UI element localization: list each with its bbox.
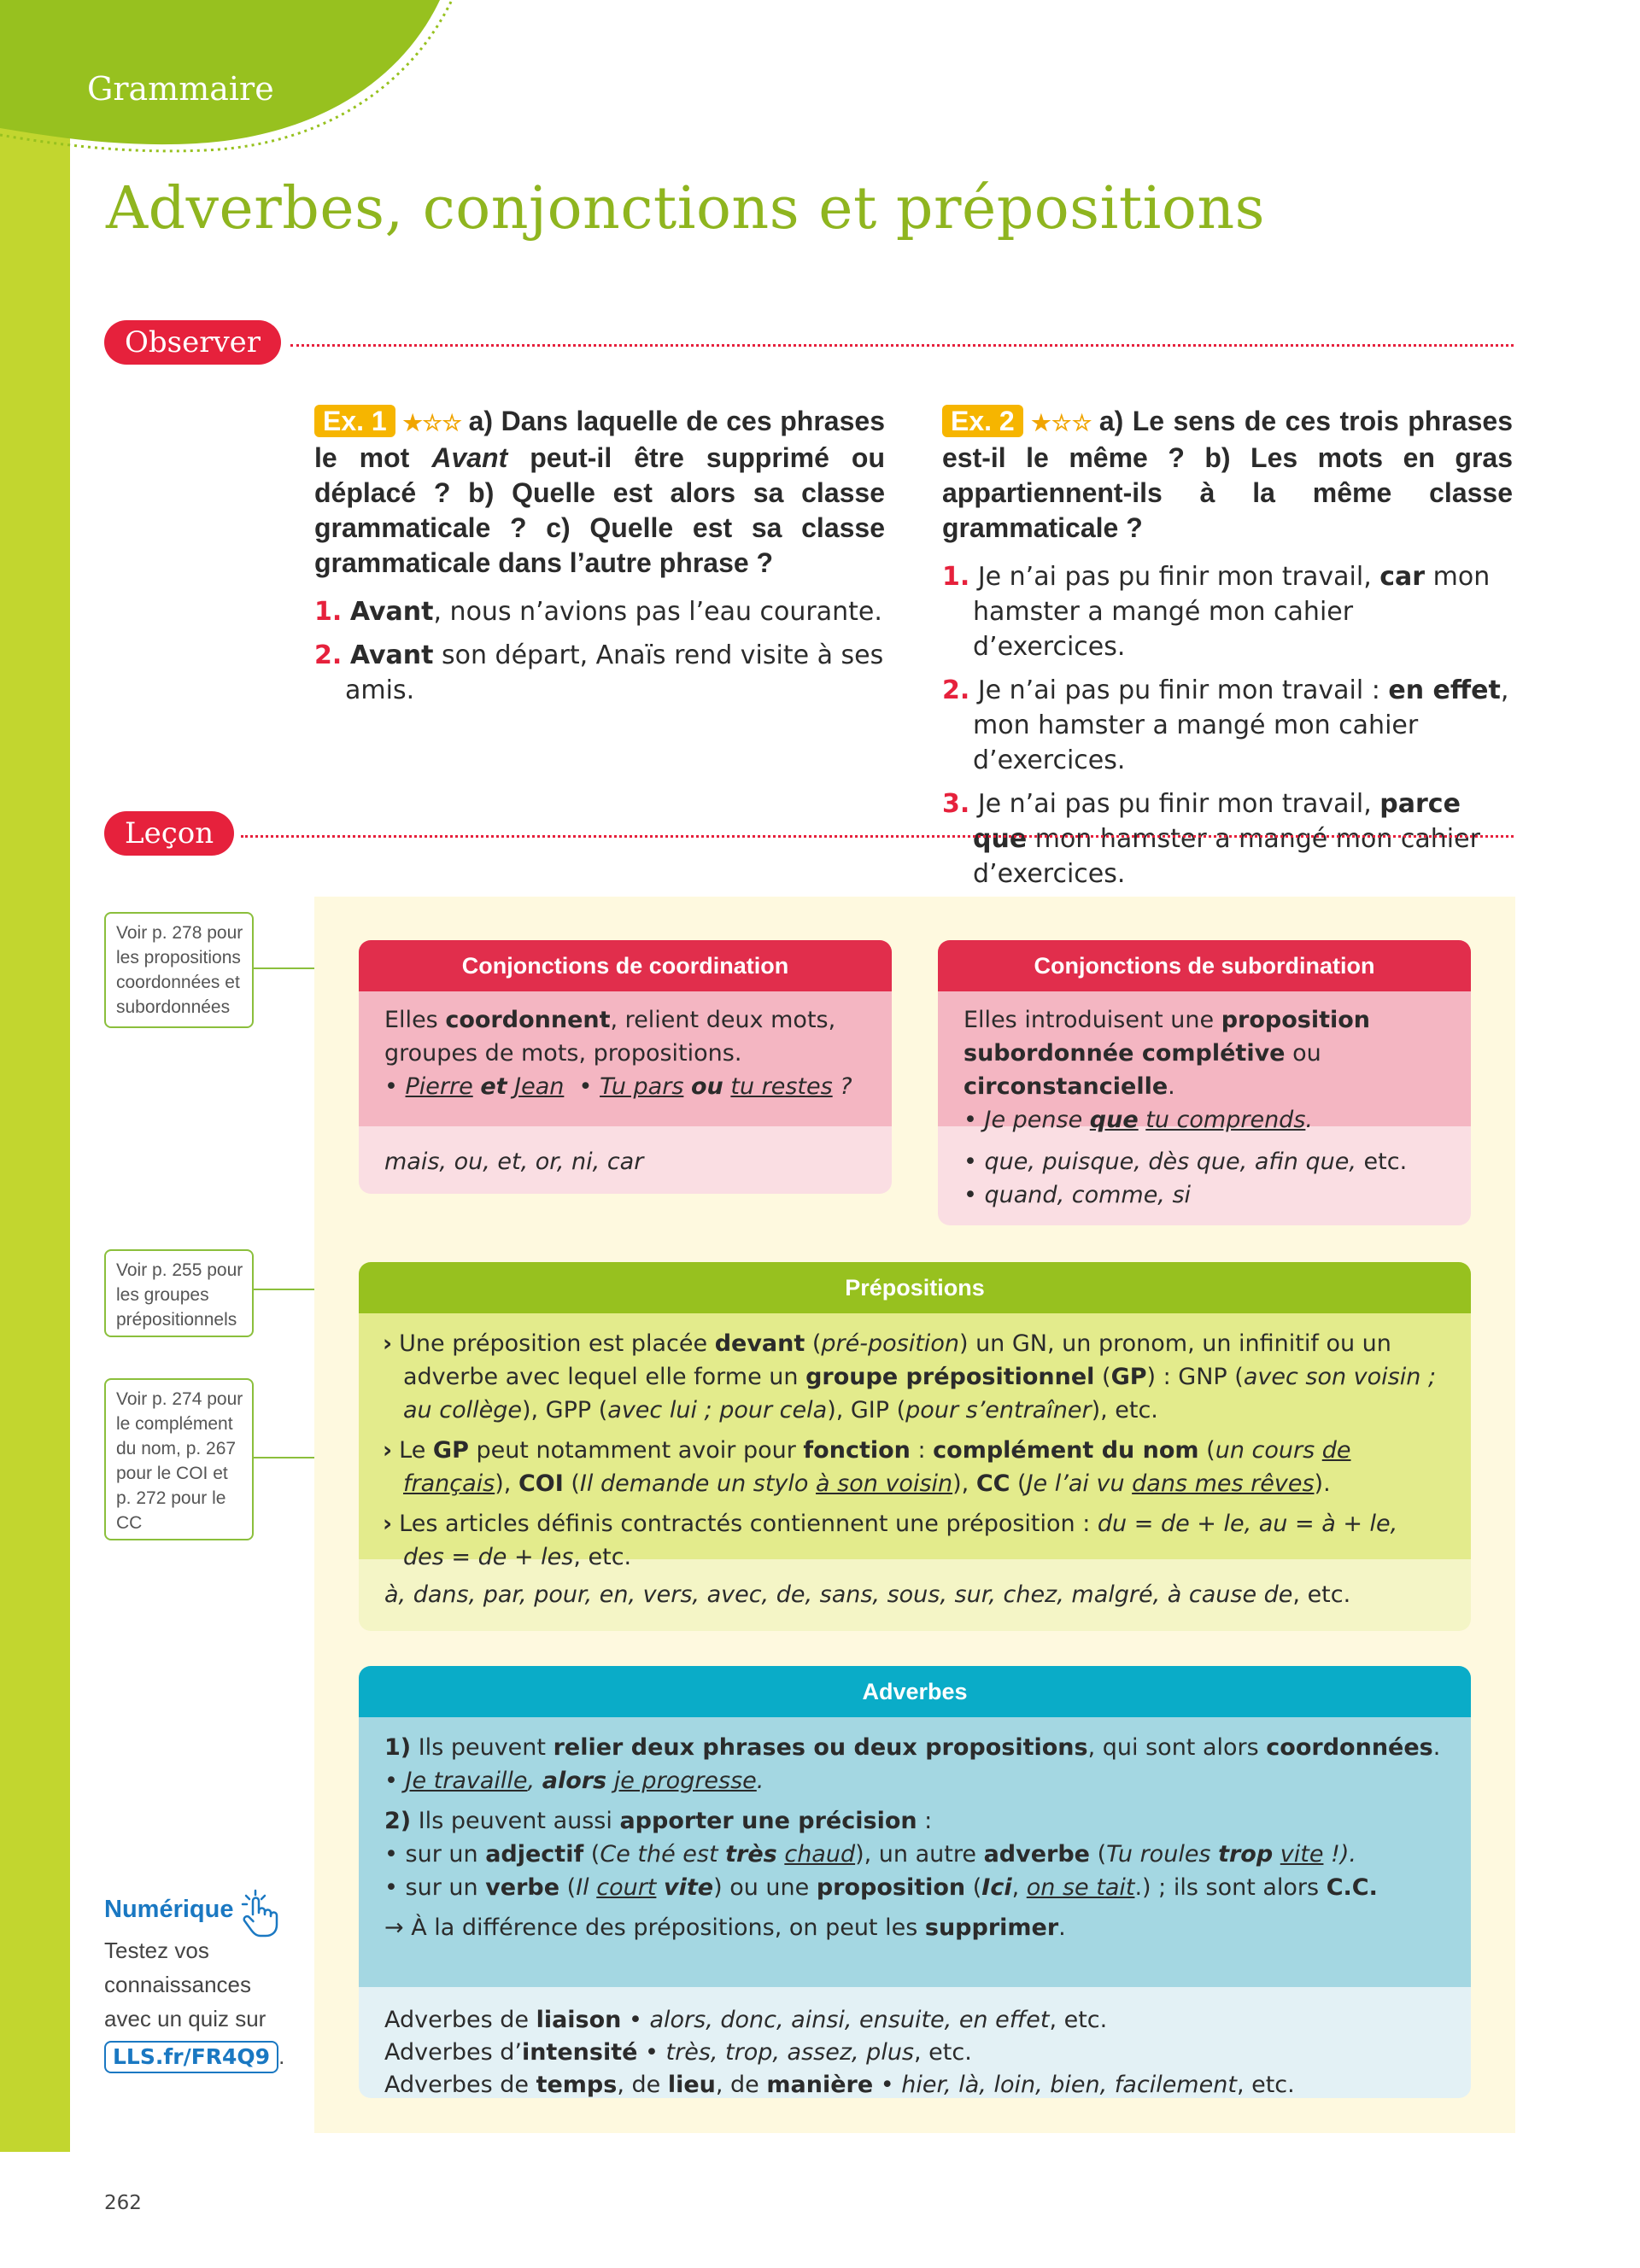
exercise-2-items [942, 559, 1513, 891]
card-title: Conjonctions de coordination [359, 940, 892, 991]
card-subordination [938, 940, 1471, 1225]
card-body [359, 1313, 1471, 1570]
note-connector [254, 1457, 314, 1458]
list-item: 2. Avant son départ, Anaïs rend visite à ses amis. [314, 640, 884, 705]
difficulty-stars-icon: ★☆☆ [401, 410, 462, 435]
card-list [359, 1987, 1471, 2098]
card-coordination [359, 940, 892, 1194]
page-title: Adverbes, conjonctions et prépositions [106, 175, 1266, 243]
adverb-rule-2b: • sur un verbe (Il court vite) ou une proposition (Ici, on se tait.) ; ils sont alors C.C. [384, 1874, 1378, 1901]
rule-line: › Une préposition est placée devant (pré-position) un GN, un pronom, un infinitif ou un adverbe avec lequel elle forme un groupe prépositionnel (GP) : GNP (avec son voisin ; au collège), GPP (avec lui ; pour cela), GIP (pour s’entraîner), etc. [383, 1330, 1437, 1423]
lecon-divider [241, 835, 1514, 838]
example: • Pierre et Jean • Tu pars ou tu restes ? [384, 1073, 852, 1100]
side-note-complements: Voir p. 274 pour le complément du nom, p. 267 pour le COI et p. 272 pour le CC [104, 1378, 254, 1540]
card-body: Elles introduisent une proposition subordonnée complétive ou circonstancielle. • Je pense que tu comprends. [938, 991, 1471, 1126]
list-item: 1. Je n’ai pas pu finir mon travail, car mon hamster a mangé mon cahier d’exercices. [942, 562, 1491, 662]
exercise-1-badge: Ex. 1 [314, 405, 395, 437]
exercise-2-badge: Ex. 2 [942, 405, 1023, 437]
difficulty-stars-icon: ★☆☆ [1029, 410, 1092, 435]
observer-pill: Observer [104, 320, 281, 365]
exercise-2-question: Ex. 2 ★☆☆ a) Le sens de ces trois phrases est-il le même ? b) Les mots en gras appartiennent-ils à la même classe grammaticale ? [942, 406, 1513, 543]
exercise-2 [942, 404, 1513, 900]
observer-divider [290, 344, 1514, 347]
card-list: à, dans, par, pour, en, vers, avec, de, sans, sous, sur, chez, malgré, à cause de, etc. [359, 1559, 1471, 1631]
adverb-rule-2a: • sur un adjectif (Ce thé est très chaud), un autre adverbe (Tu roules trop vite !). [384, 1841, 1356, 1868]
adverb-list-temps: Adverbes de temps, de lieu, de manière • hier, là, loin, bien, facilement, etc. [384, 2072, 1295, 2098]
note-connector [254, 1289, 314, 1290]
card-title: Adverbes [359, 1666, 1471, 1717]
card-list: mais, ou, et, or, ni, car [359, 1126, 892, 1194]
card-body: Elles coordonnent, relient deux mots, groupes de mots, propositions. • Pierre et Jean • Tu pars ou tu restes ? [359, 991, 892, 1126]
quiz-link[interactable]: LLS.fr/FR4Q9 [104, 2041, 278, 2073]
rule-line: › Le GP peut notamment avoir pour fonction : complément du nom (un cours de français), COI (Il demande un stylo à son voisin), CC (Je l’ai vu dans mes rêves). [383, 1437, 1351, 1497]
numerique-title: Numérique [104, 1896, 234, 1923]
arrow-right-icon: → [384, 1914, 412, 1941]
card-title: Prépositions [359, 1262, 1471, 1313]
tap-hand-icon [236, 1889, 282, 1938]
adverb-rule-1: 1) Ils peuvent relier deux phrases ou deux propositions, qui sont alors coordonnées. [384, 1734, 1441, 1761]
card-body [359, 1717, 1471, 1987]
exercise-1 [314, 404, 885, 716]
exercise-1-question: Ex. 1 ★☆☆ a) Dans laquelle de ces phrases le mot Avant peut-il être supprimé ou déplacé ? b) Quelle est alors sa classe grammaticale ? c) Quelle est sa classe grammaticale dans l’autre phrase ? [314, 406, 886, 578]
adverb-list-intensite: Adverbes d’intensité • très, trop, assez, plus, etc. [384, 2039, 972, 2066]
card-adverbes [359, 1666, 1471, 2098]
left-margin-bar [0, 0, 70, 2152]
numerique-text: Testez vos connaissances avec un quiz sur [104, 1938, 266, 2031]
exercise-1-items [314, 594, 885, 708]
adverb-list-liaison: Adverbes de liaison • alors, donc, ainsi, ensuite, en effet, etc. [384, 2007, 1108, 2033]
card-list: • que, puisque, dès que, afin que, etc. • quand, comme, si [938, 1126, 1471, 1225]
list-item: 2. Je n’ai pas pu finir mon travail : en effet, mon hamster a mangé mon cahier d’exercices. [942, 675, 1509, 775]
adverb-rule-2: 2) Ils peuvent aussi apporter une précision : [384, 1808, 933, 1834]
numerique-block: Numérique Testez vos connaissances avec un quiz sur LLS.fr/FR4Q9 . [104, 1896, 301, 2073]
adverb-rule-3: → À la différence des prépositions, on peut les supprimer. [384, 1914, 1066, 1941]
side-note-groupes: Voir p. 255 pour les groupes prépositionnels [104, 1249, 254, 1337]
card-prepositions [359, 1262, 1471, 1631]
list-item: 3. Je n’ai pas pu finir mon travail, parce que mon hamster a mangé mon cahier d’exercices. [942, 789, 1480, 889]
page-number: 262 [104, 2192, 142, 2214]
example: • Je travaille, alors je progresse. [384, 1768, 764, 1794]
section-label: Grammaire [87, 70, 274, 108]
example: • Je pense que tu comprends. [964, 1107, 1313, 1133]
card-title: Conjonctions de subordination [938, 940, 1471, 991]
rule-line: › Les articles définis contractés contiennent une préposition : du = de + le, au = à + le, des = de + les, etc. [383, 1511, 1398, 1570]
lecon-pill: Leçon [104, 811, 234, 856]
note-connector [254, 967, 314, 969]
side-note-propositions: Voir p. 278 pour les propositions coordonnées et subordonnées [104, 912, 254, 1028]
list-item: 1. Avant, nous n’avions pas l’eau courante. [314, 597, 882, 627]
